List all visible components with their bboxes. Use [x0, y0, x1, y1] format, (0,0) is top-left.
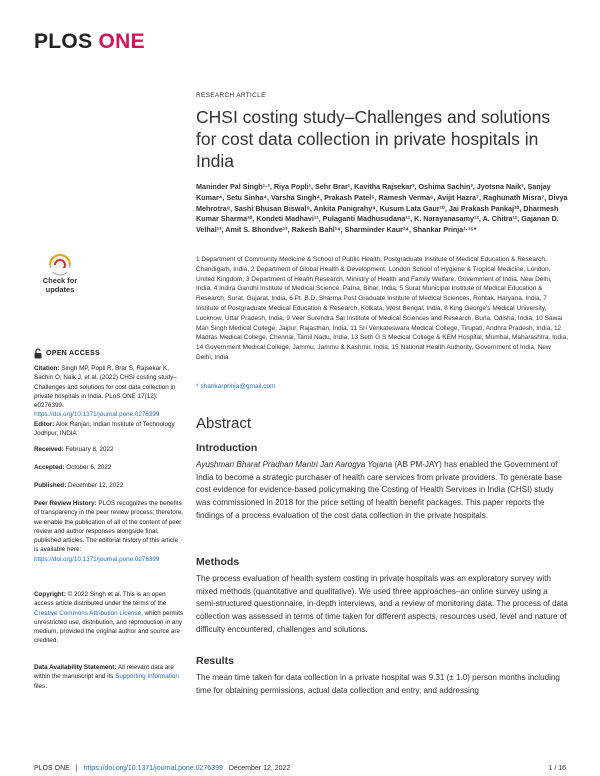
results-paragraph: The mean time taken for data collection in a private hospital was 9.31 (± 1.0) person months including time for obtaining permissions, actual data collection and entry, and addressing [196, 673, 560, 695]
citation-text: Singh MP, Popli R, Brar S, Rajsekar K, Sachin O, Naik J, et al. (2022) CHSI costing study–Challenges and solutions for cost data collection in private hospitals in India. PLoS ONE 17(12): e0276399. [34, 365, 177, 410]
copyright-label: Copyright: [34, 591, 66, 598]
cc-license-link[interactable]: Creative Commons Attribution License [34, 609, 142, 617]
methods-paragraph: The process evaluation of health system costing in private hospitals was an exploratory survey with mixed methods (quantitative and qualitative). We used three approaches–an online survey using a semi-structured questionnaire, in-depth interviews, and a review of monitoring data. The process of data collection was assessed in terms of time taken for different aspects, resources used, level and nature of difficulty encountered, challenges and solutions. [196, 574, 568, 634]
open-access-text: OPEN ACCESS [46, 350, 100, 357]
received-label: Received: [34, 446, 64, 453]
copyright-text-1: © 2022 Singh et al. This is an open access article distributed under the terms of the [34, 591, 167, 608]
footer-journal: PLOS ONE [34, 765, 70, 772]
methods-heading: Methods [196, 556, 240, 568]
footer-left [34, 765, 294, 772]
copyright-block [34, 590, 184, 646]
abstract-heading: Abstract [196, 415, 252, 432]
affiliations: 1 Department of Community Medicine & School of Public Health, Postgraduate Institute of Medical Education & Research, Chandigarh, India, 2 Department of Global Health & Development, London School of Hygiene & Tropical Medicine, London, United Kingdom, 3 Department of Health Research, Ministry of Health and Family Welfare, Government of India, New Delhi, India, 4 Indira Gandhi Institute of Medical Science, Patna, Bihar, India, 5 Surat Municipal Institute of Medical Education & Research, Surat, Gujarat, India, 6 Pt. B.D. Sharma Post Graduate Institute of Medical Sciences, Rohtak, Haryana, India, 7 Institute of Postgraduate Medical Education & Research, Kolkata, West Bengal, India, 8 King George's Medical University, Lucknow, Uttar Pradesh, India, 9 Veer Surendra Sai Institute of Medical Sciences and Research, Burla, Odisha, India, 10 Sawai Man Singh Medical College, Jaipur, Rajasthan, India, 11 Sri Venkateswara Medical College, Tirupati, Andhra Pradesh, India, 12 Madras Medical College, Chennai, Tamil Nadu, India, 13 Seth G S Medical College & KEM Hospital, Mumbai, Maharashtra, India, 14 Government Medical College, Jammu, Jammu & Kashmir, India, 15 National Health Authority, Government of India, New Delhi, India [196, 256, 569, 361]
author-list: Maninder Pal Singh¹·², Riya Popli¹, Sehr Brar¹, Kavitha Rajsekar³, Oshima Sachin³, Jyotsna Naik³, Sanjay Kumar⁴, Setu Sinha⁴, Varsha Singh⁴, Prakash Patel⁵, Ramesh Verma⁶, Avijit Hazra⁷, Raghunath Misra⁷, Divya Mehrotra⁸, Sashi Bhusan Biswal⁹, Ankita Panigrahy⁹, Kusum Lata Gaur¹⁰, Jai Prakash Pankaj¹⁰, Dharmesh Kumar Sharma¹⁰, Kondeti Madhavi¹¹, Pulaganti Madhusudana¹¹, K. Narayanasamy¹², A. Chitra¹², Gajanan D. Velhal¹³, Amit S. Bhondve¹³, Rakesh Bahl¹⁴, Sharminder Kaur¹⁴, Shankar Prinja¹·¹⁵* [196, 182, 568, 235]
received-block [34, 445, 184, 454]
data-availability-text-2: files. [34, 682, 47, 690]
journal-logo[interactable] [34, 30, 145, 54]
accepted-label: Accepted: [34, 464, 65, 471]
peer-review-link[interactable]: https://doi.org/10.1371/journal.pone.0276399 [34, 555, 160, 563]
copyright-text-2: , which permits unrestricted use, distribution, and reproduction in any medium, provided the original author and source are credited. [34, 609, 184, 645]
check-updates-line1: Check for [42, 276, 78, 285]
published-block [34, 481, 184, 490]
page-number: 1 / 16 [548, 765, 566, 772]
peer-review-label: Peer Review History: [34, 500, 97, 507]
introduction-paragraph [196, 459, 568, 523]
footer-date: December 12, 2022 [228, 765, 291, 772]
check-updates-line2: updates [45, 285, 75, 294]
data-availability-text-1: All relevant data are within the manuscript and its [34, 664, 174, 681]
published-text: December 12, 2022 [67, 482, 124, 489]
check-updates-badge[interactable] [36, 252, 84, 300]
introduction-text: (AB PM-JAY) has enabled the Government of India to become a strategic purchaser of health care services from private providers. To generate base cost evidence for evidence-based policymaking the Costing of Health Services in India (CHSI) study was commissioned in 2018 for the price setting of health benefit packages. This paper reports the findings of a process evaluation of the cost data collection in the private hospitals. [196, 460, 563, 520]
peer-review-block [34, 499, 184, 564]
citation-doi-link[interactable]: https://doi.org/10.1371/journal.pone.0276399 [34, 411, 160, 419]
editor-label: Editor: [34, 421, 55, 428]
citation-block [34, 364, 184, 420]
footer-separator: | [75, 765, 78, 772]
corresponding-email-link[interactable]: * shankarprinja@gmail.com [196, 383, 276, 390]
accepted-text: October 6, 2022 [66, 464, 112, 471]
received-text: February 8, 2022 [65, 446, 114, 453]
results-heading: Results [196, 655, 234, 667]
data-availability-label: Data Availability Statement: [34, 664, 117, 671]
published-label: Published: [34, 482, 67, 489]
introduction-heading: Introduction [196, 442, 258, 454]
data-availability-block [34, 663, 184, 691]
article-type: RESEARCH ARTICLE [196, 92, 266, 99]
peer-review-text: PLOS recognizes the benefits of transparency in the peer review process; therefore, we enable the publication of all of the content of peer review and author responses alongside final, published articles. The editorial history of this article is available here: [34, 500, 184, 554]
open-access-label [34, 348, 100, 359]
accepted-block [34, 463, 184, 472]
open-lock-icon [34, 348, 42, 359]
logo-plos: PLOS [34, 30, 93, 53]
footer-doi-link[interactable]: https://doi.org/10.1371/journal.pone.0276399 [83, 765, 223, 772]
editor-text: Alok Ranjan, Indian Institute of Technology Jodhpur, INDIA [34, 421, 175, 438]
editor-block [34, 420, 184, 439]
scheme-name: Ayushman Bharat Pradhan Mantri Jan Aarogya Yojana [196, 460, 393, 469]
article-title: CHSI costing study–Challenges and solutions for cost data collection in private hospitals in India [196, 107, 551, 171]
logo-one: ONE [98, 30, 145, 53]
supporting-info-link[interactable]: Supporting Information [115, 673, 179, 681]
citation-label: Citation: [34, 365, 60, 372]
page-footer [34, 765, 566, 772]
